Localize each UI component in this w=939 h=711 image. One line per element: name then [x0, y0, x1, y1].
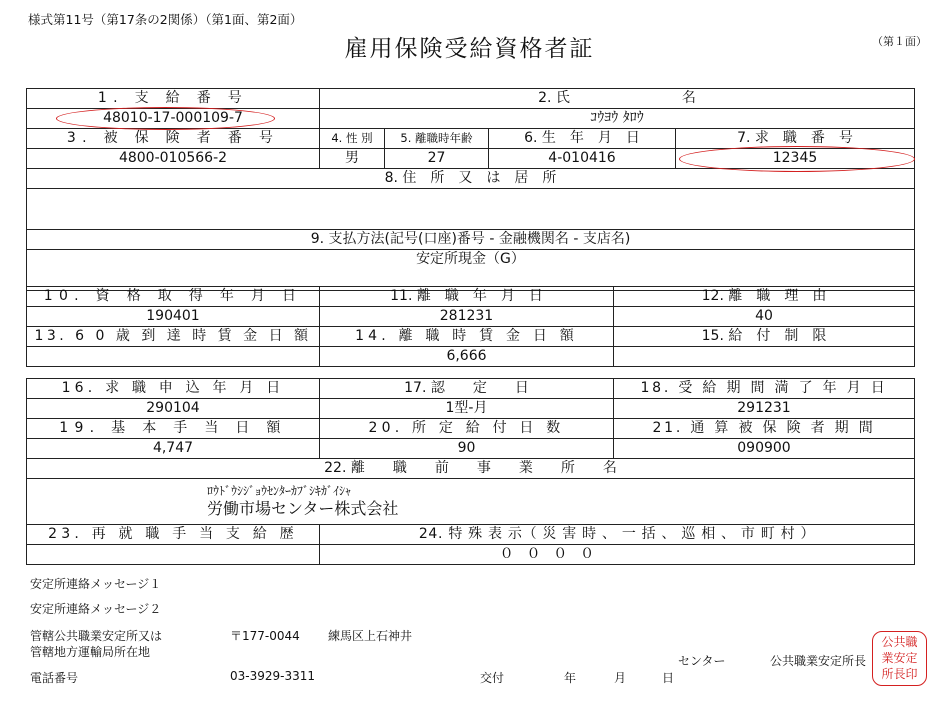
issue-day-label: 日: [662, 671, 675, 685]
office-message-2: 安定所連絡メッセージ２: [30, 602, 162, 616]
value-kihon-teate: 4,747: [27, 439, 320, 459]
header-shikaku-shutoku: 10. 資 格 取 得 年 月 日: [27, 287, 320, 307]
value-jukyu-kikan: 291231: [614, 399, 915, 419]
header-rishoku-chingin: 14. 離 職 時 賃 金 日 額: [320, 327, 614, 347]
block-eligibility: [26, 286, 915, 367]
value-shikyu-bango: 48010-17-000109-7: [27, 109, 320, 129]
header-rishoku-date: 11. 離 職 年 月 日: [320, 287, 614, 307]
header-nintei-bi: 17. 認 定 日: [320, 379, 614, 399]
value-rishoku-chingin: 6,666: [320, 347, 614, 367]
header-rishoku-riyu: 12. 離 職 理 由: [614, 287, 915, 307]
header-jukyu-kikan: 18. 受 給 期 間 満 了 年 月 日: [614, 379, 915, 399]
header-saishushoku: 23. 再 就 職 手 当 支 給 歴: [27, 525, 320, 545]
header-kyushoku-moushikomi: 16. 求 職 申 込 年 月 日: [27, 379, 320, 399]
value-rishoku-date: 281231: [320, 307, 614, 327]
header-payment-method: 9. 支払方法(記号(口座)番号 - 金融機関名 - 支店名): [27, 230, 915, 250]
office-label-line2: 管轄地方運輸局所在地: [30, 645, 151, 659]
value-shikaku-shutoku: 190401: [27, 307, 320, 327]
office-message-1: 安定所連絡メッセージ１: [30, 577, 162, 591]
official-seal: [872, 631, 927, 686]
value-tsusan-kikan: 090900: [614, 439, 915, 459]
phone-label: 電話番号: [30, 671, 79, 685]
value-kyufu-seigen: [614, 347, 915, 367]
phone-number: 03-3929-3311: [230, 669, 316, 683]
value-name: ｺｳﾖｳ ﾀﾛｳ: [320, 109, 915, 129]
seal-line-3: 所長印: [881, 667, 918, 681]
value-birthdate: 4-010416: [489, 149, 676, 169]
office-label-line1: 管轄公共職業安定所又は: [30, 629, 163, 643]
seal-line-1: 公共職: [881, 635, 918, 649]
issue-month-label: 月: [614, 671, 627, 685]
document-title: 雇用保険受給資格者証: [344, 36, 595, 62]
header-hihokensha-bango: 3. 被 保 険 者 番 号: [27, 129, 320, 149]
header-shikyu-bango: 1. 支 給 番 号: [27, 89, 320, 109]
header-birthdate: 6. 生 年 月 日: [489, 129, 676, 149]
form-code: 様式第11号（第17条の2関係）（第1面、第2面）: [28, 12, 303, 27]
header-kyufu-seigen: 15. 給 付 制 限: [614, 327, 915, 347]
value-tokushu-hyoji: ０ ０ ０ ０: [320, 545, 915, 565]
header-name: 2. 氏 名: [320, 89, 915, 109]
value-payment-method: 安定所現金（G）: [27, 250, 915, 291]
issue-label: 交付: [480, 671, 505, 685]
value-age: 27: [385, 149, 489, 169]
block-benefits: [26, 378, 915, 565]
block-basic-info: [26, 88, 915, 291]
header-previous-employer: 22. 離 職 前 事 業 所 名: [27, 459, 915, 479]
value-saishushoku: [27, 545, 320, 565]
value-shotei-kyufu: 90: [320, 439, 614, 459]
header-age: 5. 離職時年齢: [385, 129, 489, 149]
value-address: [27, 189, 915, 230]
header-shotei-kyufu: 20. 所 定 給 付 日 数: [320, 419, 614, 439]
header-sex: 4. 性 別: [320, 129, 385, 149]
employer-name-kanji: 労働市場センター株式会社: [207, 499, 399, 518]
value-kyushoku-moushikomi: 290104: [27, 399, 320, 419]
value-previous-employer: [27, 479, 915, 525]
value-kyushoku-bango: 12345: [676, 149, 915, 169]
employer-name-kana: ﾛｳﾄﾞｳｼｼﾞｮｳｾﾝﾀｰｶﾌﾞｼｷｶﾞｲｼｬ: [207, 484, 352, 498]
value-rishoku-riyu: 40: [614, 307, 915, 327]
center-label: センター: [678, 654, 726, 668]
header-kyushoku-bango: 7. 求 職 番 号: [676, 129, 915, 149]
issue-year-label: 年: [564, 671, 577, 685]
office-address: 練馬区上石神井: [328, 629, 413, 643]
office-postal-code: 〒177-0044: [230, 629, 300, 643]
header-tokushu-hyoji: 24. 特 殊 表 示（ 災 害 時 、 一 括 、 巡 相 、 市 町 村 ）: [320, 525, 915, 545]
value-sex: 男: [320, 149, 385, 169]
value-hihokensha-bango: 4800-010566-2: [27, 149, 320, 169]
header-60sai-chingin: 13. 6 0 歳 到 達 時 賃 金 日 額: [27, 327, 320, 347]
header-address: 8. 住 所 又 は 居 所: [27, 169, 915, 189]
value-60sai-chingin: [27, 347, 320, 367]
page-mark: （第１面）: [872, 35, 927, 48]
seal-line-2: 業安定: [881, 651, 918, 665]
header-tsusan-kikan: 21. 通 算 被 保 険 者 期 間: [614, 419, 915, 439]
director-label: 公共職業安定所長: [770, 654, 867, 668]
header-kihon-teate: 19. 基 本 手 当 日 額: [27, 419, 320, 439]
value-nintei-bi: 1型-月: [320, 399, 614, 419]
